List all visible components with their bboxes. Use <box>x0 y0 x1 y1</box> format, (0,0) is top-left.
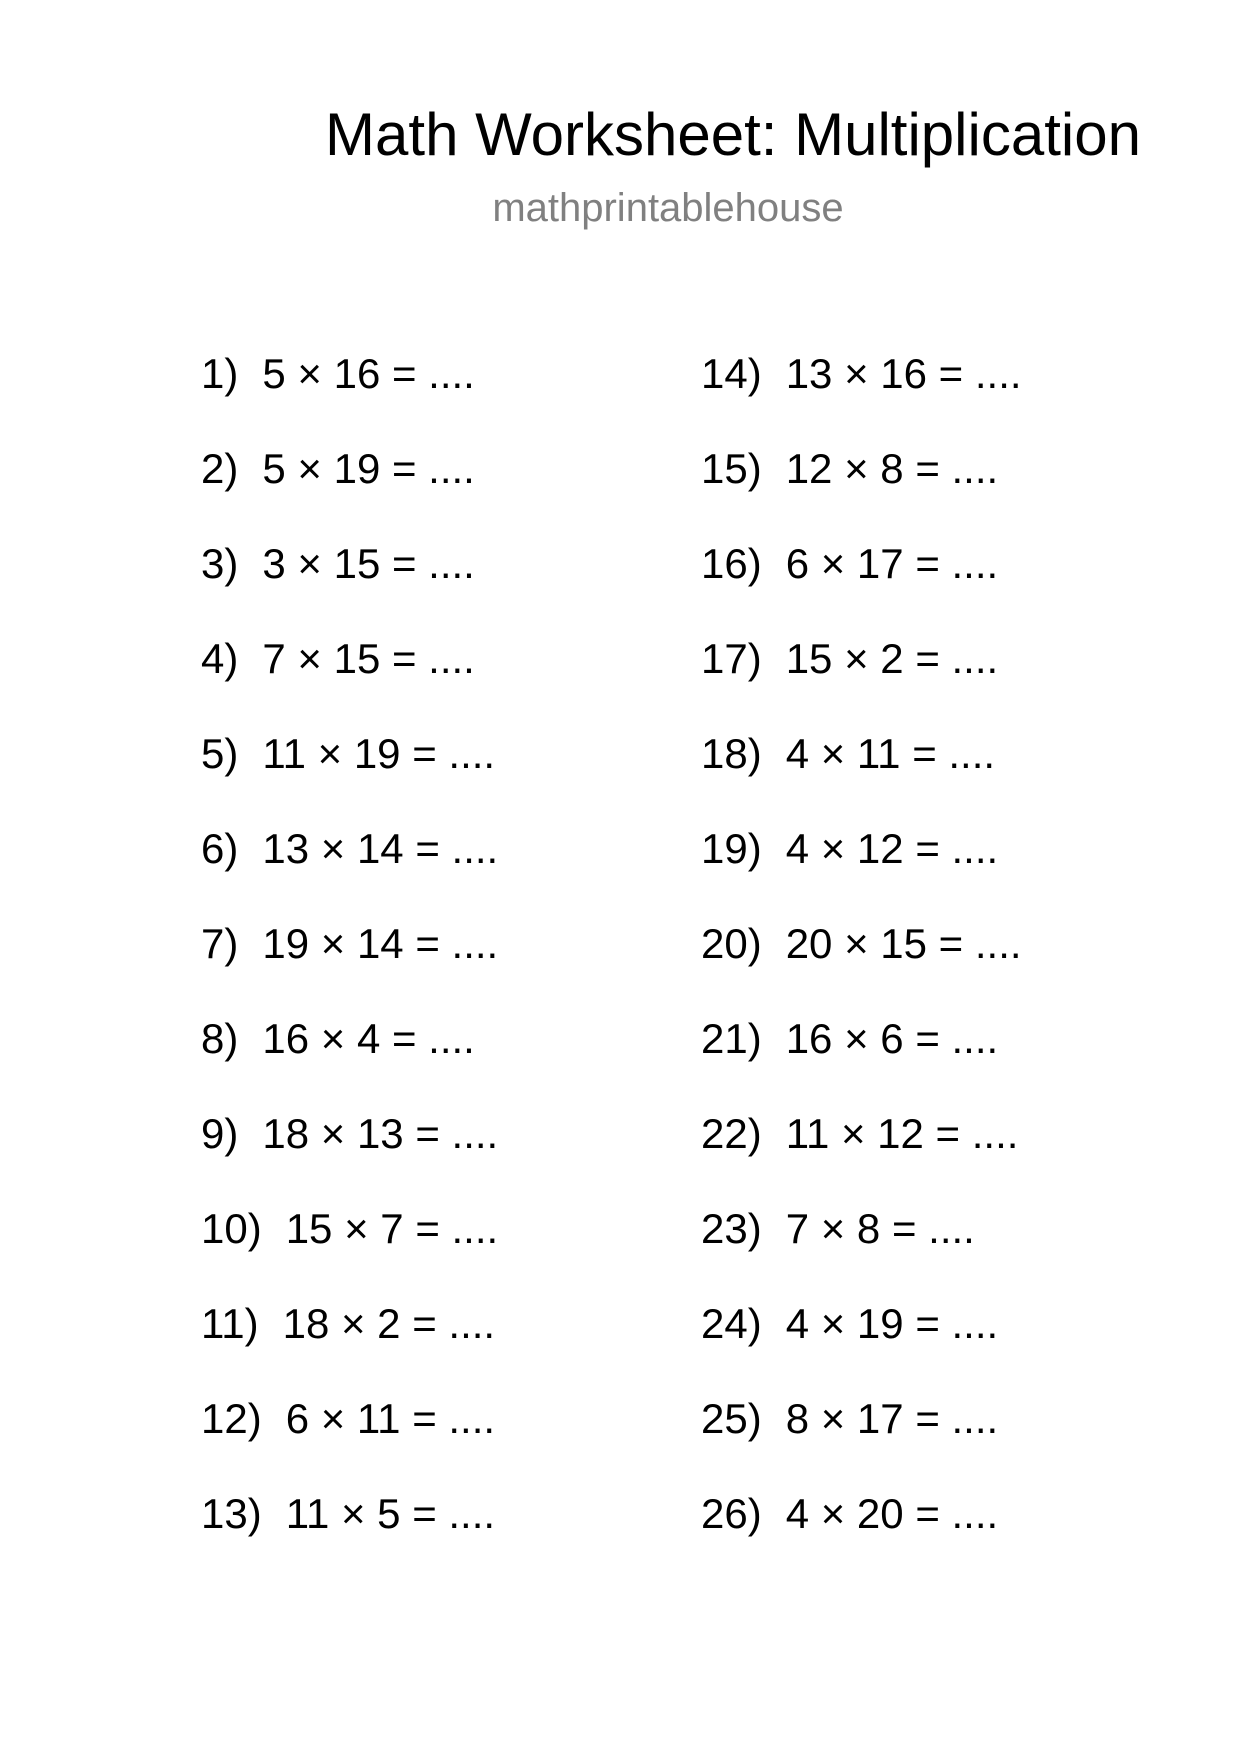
problem-item <box>701 919 1221 1014</box>
problem-expression: 11 × 19 = .... <box>262 730 496 777</box>
problem-item <box>701 539 1221 634</box>
problem-item <box>701 1299 1221 1394</box>
problem-number: 25) <box>701 1395 762 1442</box>
problem-item <box>201 1489 721 1584</box>
problem-number: 15) <box>701 445 762 492</box>
problem-item <box>201 1204 721 1299</box>
problem-expression: 6 × 11 = .... <box>285 1395 496 1442</box>
problem-number: 1) <box>201 350 239 397</box>
problem-item <box>201 444 721 539</box>
problem-number: 2) <box>201 445 239 492</box>
problem-expression: 15 × 7 = .... <box>285 1205 499 1252</box>
problem-expression: 13 × 14 = .... <box>262 825 499 872</box>
problem-expression: 4 × 11 = .... <box>785 730 996 777</box>
problem-item <box>201 919 721 1014</box>
problem-number: 17) <box>701 635 762 682</box>
problem-number: 18) <box>701 730 762 777</box>
problem-item <box>701 349 1221 444</box>
problem-item <box>701 1109 1221 1204</box>
problem-number: 13) <box>201 1490 262 1537</box>
problem-number: 14) <box>701 350 762 397</box>
problem-number: 3) <box>201 540 239 587</box>
problem-expression: 15 × 2 = .... <box>785 635 999 682</box>
problem-item <box>701 634 1221 729</box>
problem-number: 10) <box>201 1205 262 1252</box>
problem-item <box>201 729 721 824</box>
problem-number: 16) <box>701 540 762 587</box>
problem-expression: 11 × 12 = .... <box>785 1110 1019 1157</box>
problem-item <box>201 539 721 634</box>
problem-number: 20) <box>701 920 762 967</box>
problem-expression: 18 × 2 = .... <box>282 1300 496 1347</box>
problem-number: 12) <box>201 1395 262 1442</box>
problem-item <box>701 1204 1221 1299</box>
problem-expression: 18 × 13 = .... <box>262 1110 499 1157</box>
problem-expression: 5 × 16 = .... <box>262 350 475 397</box>
problem-item <box>201 1014 721 1109</box>
problem-item <box>201 349 721 444</box>
problem-expression: 16 × 6 = .... <box>785 1015 999 1062</box>
problem-expression: 3 × 15 = .... <box>262 540 475 587</box>
problem-number: 11) <box>201 1300 259 1347</box>
problem-expression: 4 × 20 = .... <box>785 1490 999 1537</box>
problem-expression: 8 × 17 = .... <box>785 1395 999 1442</box>
problem-number: 23) <box>701 1205 762 1252</box>
page-subtitle: mathprintablehouse <box>492 186 844 230</box>
problem-number: 22) <box>701 1110 762 1157</box>
page-title: Math Worksheet: Multiplication <box>325 101 1141 168</box>
problem-item <box>701 729 1221 824</box>
problem-expression: 5 × 19 = .... <box>262 445 475 492</box>
problem-expression: 7 × 15 = .... <box>262 635 475 682</box>
problem-number: 4) <box>201 635 239 682</box>
problem-expression: 19 × 14 = .... <box>262 920 499 967</box>
problem-number: 26) <box>701 1490 762 1537</box>
problem-item <box>201 1109 721 1204</box>
problem-expression: 16 × 4 = .... <box>262 1015 475 1062</box>
problem-expression: 12 × 8 = .... <box>785 445 999 492</box>
problem-expression: 4 × 12 = .... <box>785 825 999 872</box>
problem-item <box>701 444 1221 539</box>
problem-number: 9) <box>201 1110 239 1157</box>
problem-column-left <box>201 349 721 1584</box>
problem-item <box>201 1299 721 1394</box>
problem-expression: 4 × 19 = .... <box>785 1300 999 1347</box>
problem-number: 19) <box>701 825 762 872</box>
problem-number: 7) <box>201 920 239 967</box>
problem-number: 6) <box>201 825 239 872</box>
problem-number: 5) <box>201 730 239 777</box>
problem-number: 24) <box>701 1300 762 1347</box>
problem-expression: 11 × 5 = .... <box>285 1490 496 1537</box>
problem-item <box>701 824 1221 919</box>
problem-item <box>201 634 721 729</box>
problem-expression: 20 × 15 = .... <box>785 920 1022 967</box>
problem-expression: 7 × 8 = .... <box>785 1205 975 1252</box>
problem-expression: 13 × 16 = .... <box>785 350 1022 397</box>
problem-item <box>701 1014 1221 1109</box>
problem-number: 21) <box>701 1015 762 1062</box>
problem-expression: 6 × 17 = .... <box>785 540 999 587</box>
problem-item <box>201 824 721 919</box>
problem-item <box>701 1394 1221 1489</box>
problem-column-right <box>701 349 1221 1584</box>
problem-number: 8) <box>201 1015 239 1062</box>
problem-item <box>701 1489 1221 1584</box>
problem-item <box>201 1394 721 1489</box>
